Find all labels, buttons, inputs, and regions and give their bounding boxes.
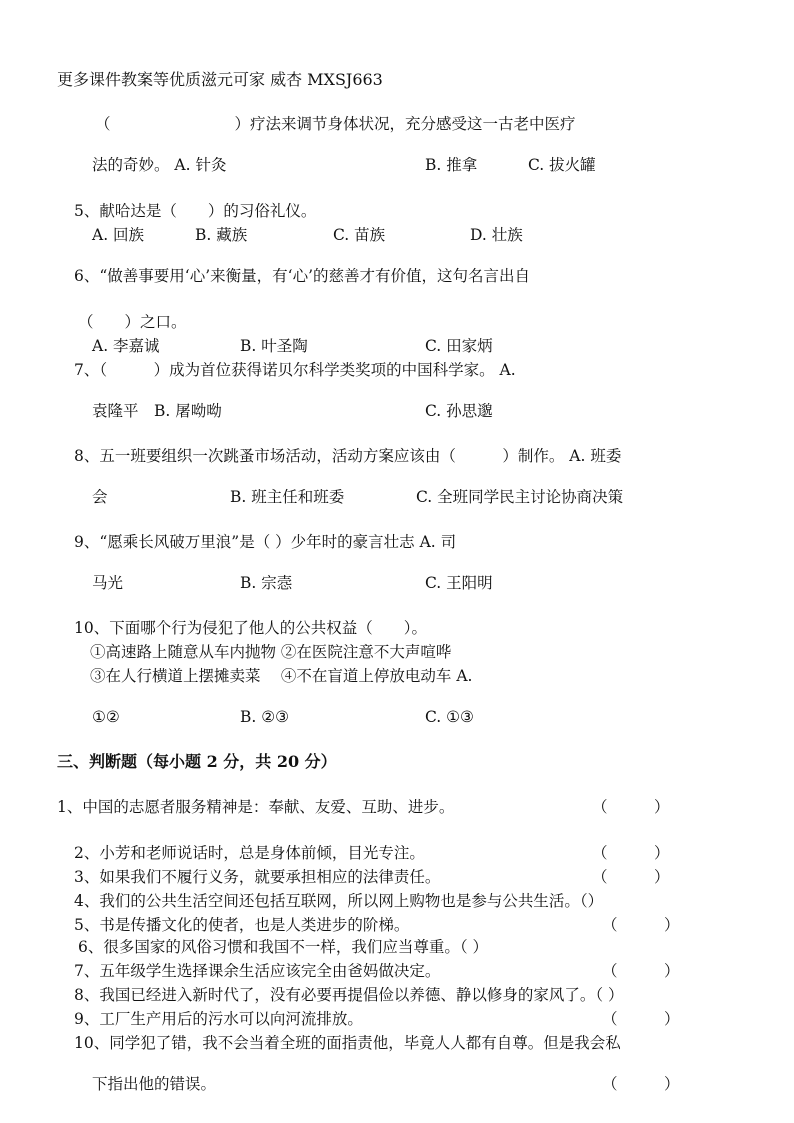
judge-item-1: 1、中国的志愿者服务精神是：奉献、友爱、互助、进步。	[57, 798, 455, 816]
judge-item-10-continuation: 下指出他的错误。	[92, 1075, 217, 1093]
q8-option-b: B. 班主任和班委	[230, 488, 345, 506]
judge-item-9: 9、工厂生产用后的污水可以向河流排放。	[74, 1010, 363, 1028]
q6-continuation: （ ）之口。	[78, 313, 187, 331]
q9-option-b: B. 宗悫	[240, 574, 293, 592]
q10-option-b: B. ②③	[240, 708, 290, 726]
section-title-judgement: 三、判断题（每小题 2 分，共 20 分）	[57, 752, 337, 771]
q8-option-a-cont: 会	[92, 488, 108, 506]
q10-statement-3-4: ③在人行横道上摆摊卖菜 ④不在盲道上停放电动车 A.	[90, 667, 473, 685]
q10-option-c: C. ①③	[425, 708, 474, 726]
q8-stem: 8、五一班要组织一次跳蚤市场活动，活动方案应该由（ ）制作。 A. 班委	[74, 447, 622, 465]
q7-option-ab: 袁隆平 B. 屠呦呦	[92, 402, 222, 420]
judge-item-1-bracket: （ ）	[592, 798, 670, 816]
q7-option-c: C. 孙思邈	[425, 402, 493, 420]
judge-item-10: 10、同学犯了错，我不会当着全班的面指责他，毕竟人人都有自尊。但是我会私	[74, 1034, 621, 1052]
judge-item-8: 8、我国已经进入新时代了，没有必要再提倡俭以养德、静以修身的家风了。（ ）	[74, 986, 624, 1004]
q5-option-d: D. 壮族	[470, 226, 523, 244]
judge-item-9-bracket: （ ）	[602, 1010, 680, 1028]
q6-stem: 6、“做善事要用‘心’来衡量，有‘心’的慈善才有价值，这句名言出自	[74, 267, 530, 285]
q4-option-b: B. 推拿	[425, 156, 478, 174]
judge-item-2-bracket: （ ）	[592, 844, 670, 862]
q4-continuation-line1: （ ）疗法来调节身体状况，充分感受这一古老中医疗	[95, 115, 576, 133]
q4-option-c: C. 拔火罐	[528, 156, 596, 174]
q7-stem: 7、（ ）成为首位获得诺贝尔科学类奖项的中国科学家。 A.	[74, 361, 516, 379]
page-header: 更多课件教案等优质滋元可家 威杏 MXSJ663	[57, 70, 383, 89]
judge-item-4: 4、我们的公共生活空间还包括互联网，所以网上购物也是参与公共生活。（）	[74, 892, 604, 910]
q5-option-a: A. 回族	[92, 226, 145, 244]
q9-option-c: C. 王阳明	[425, 574, 493, 592]
judge-item-3-bracket: （ ）	[592, 868, 670, 886]
q8-option-c: C. 全班同学民主讨论协商决策	[416, 488, 624, 506]
q5-option-b: B. 藏族	[195, 226, 248, 244]
q10-option-a: ①②	[92, 708, 120, 726]
judge-item-10-bracket: （ ）	[602, 1075, 680, 1093]
judge-item-7: 7、五年级学生选择课余生活应该完全由爸妈做决定。	[74, 962, 441, 980]
q4-option-a: 法的奇妙。 A. 针灸	[92, 156, 227, 174]
q6-option-b: B. 叶圣陶	[240, 337, 308, 355]
judge-item-5-bracket: （ ）	[602, 916, 680, 934]
judge-item-2: 2、小芳和老师说话时，总是身体前倾，目光专注。	[74, 844, 425, 862]
q5-stem: 5、献哈达是（ ）的习俗礼仪。	[74, 202, 317, 220]
q5-option-c: C. 苗族	[333, 226, 386, 244]
q10-stem: 10、下面哪个行为侵犯了他人的公共权益（ ）。	[74, 619, 427, 637]
q9-option-a-cont: 马光	[92, 574, 124, 592]
judge-item-7-bracket: （ ）	[602, 962, 680, 980]
judge-item-3: 3、如果我们不履行义务，就要承担相应的法律责任。	[74, 868, 441, 886]
q10-statement-1-2: ①高速路上随意从车内抛物 ②在医院注意不大声喧哗	[90, 643, 452, 661]
q6-option-c: C. 田家炳	[425, 337, 493, 355]
judge-item-6: 6、很多国家的风俗习惯和我国不一样，我们应当尊重。（ ）	[78, 938, 489, 956]
q6-option-a: A. 李嘉诚	[92, 337, 160, 355]
judge-item-5: 5、书是传播文化的使者，也是人类进步的阶梯。	[74, 916, 410, 934]
q9-stem: 9、“愿乘长风破万里浪”是（ ）少年时的豪言壮志 A. 司	[74, 533, 457, 551]
